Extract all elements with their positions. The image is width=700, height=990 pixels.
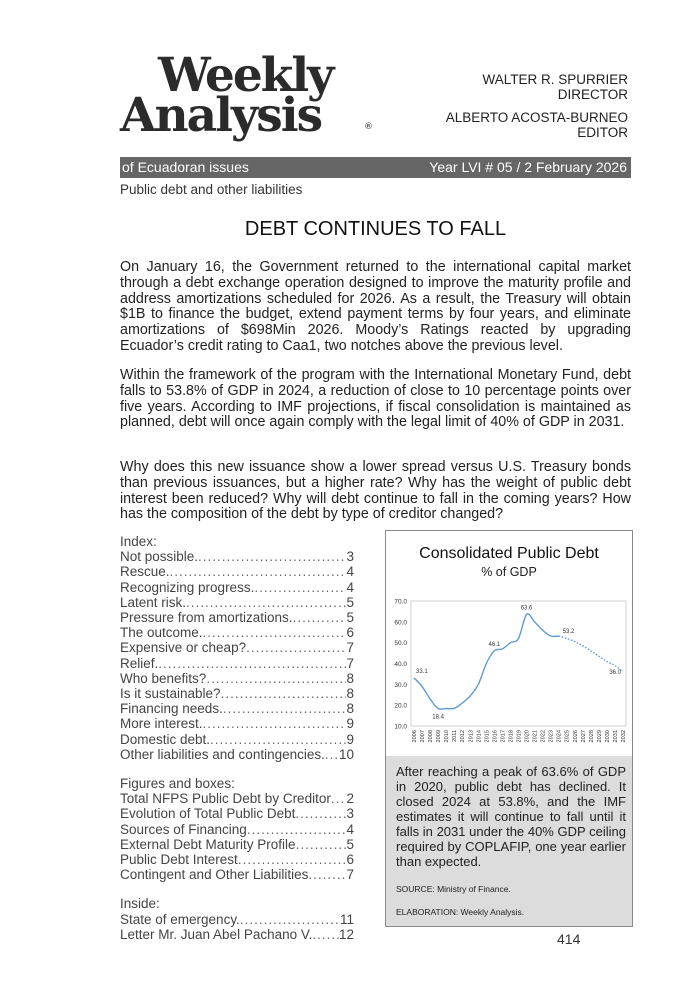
index-entry-label: Contingent and Other Liabilities xyxy=(120,867,309,883)
article-title: DEBT CONTINUES TO FALL xyxy=(244,218,507,240)
chart-box xyxy=(385,530,633,927)
index-entry-label: Public Debt Interest xyxy=(120,852,238,868)
index-entry[interactable] xyxy=(120,625,354,640)
index-entry-label: Domestic debt. xyxy=(120,731,211,747)
figures-heading: Figures and boxes: xyxy=(120,776,235,792)
page-number: 414 xyxy=(557,931,581,947)
y-tick-label: 30.0 xyxy=(394,681,407,689)
y-tick-label: 60.0 xyxy=(394,619,407,627)
director-role: DIRECTOR xyxy=(557,87,628,102)
body-paragraph: Within the framework of the program with the International Monetary Fund, debt falls to 53.8% of GDP in 2024, a reduction of close to 10 percentage points over five years. According to IMF projections, if fiscal consolidation is maintained as planned, debt will once again comply with the legal limit of 40% of GDP in 2031. xyxy=(120,367,631,431)
y-tick-label: 20.0 xyxy=(394,702,407,710)
logo-word-analysis: Analysis xyxy=(120,88,322,143)
dot-leader xyxy=(325,747,339,762)
registered-mark: ® xyxy=(364,122,373,132)
x-tick-label: 2019 xyxy=(516,730,523,743)
x-tick-label: 2029 xyxy=(596,730,603,743)
index-entry-page: 3 xyxy=(346,549,354,565)
weekly-analysis-logo xyxy=(120,48,380,148)
logo-word-weekly: Weekly xyxy=(158,48,333,103)
dot-leader xyxy=(203,716,347,731)
index-entry-label: Recognizing progress. xyxy=(120,579,255,595)
index-entry-label: External Debt Maturity Profile xyxy=(120,836,296,852)
index-entry-page: 8 xyxy=(346,701,354,717)
projection-series-line xyxy=(559,636,623,672)
figure-entry[interactable] xyxy=(120,822,354,837)
director-name: WALTER R. SPURRIER xyxy=(482,72,628,87)
figure-entry[interactable] xyxy=(120,837,354,852)
index-entry-page: 9 xyxy=(346,716,354,732)
index-entry-page: 9 xyxy=(346,731,354,747)
index-entry[interactable] xyxy=(120,732,354,747)
x-tick-label: 2006 xyxy=(412,730,418,743)
data-label: 18.4 xyxy=(432,714,444,721)
index-entry-page: 3 xyxy=(346,806,354,822)
data-label: 63.6 xyxy=(520,605,533,612)
index-entry-label: Other liabilities and contingencies. xyxy=(120,746,325,762)
index-entry-page: 12 xyxy=(338,926,354,942)
index-entry-label: Not possible. xyxy=(120,549,199,565)
plot-area-frame xyxy=(411,601,626,726)
publication-subtitle: of Ecuadoran issues xyxy=(122,159,249,175)
index-entry-page: 7 xyxy=(346,867,354,883)
x-tick-label: 2012 xyxy=(460,730,467,743)
index-entry[interactable] xyxy=(120,549,354,564)
index-entry-page: 7 xyxy=(346,640,354,656)
index-entry-label: Sources of Financing xyxy=(120,821,247,837)
x-tick-label: 2009 xyxy=(436,730,443,743)
x-tick-label: 2021 xyxy=(532,730,539,743)
inside-entry[interactable] xyxy=(120,927,354,942)
issue-band xyxy=(120,157,631,178)
x-tick-label: 2031 xyxy=(612,730,619,743)
index-entry[interactable] xyxy=(120,686,354,701)
dot-leader xyxy=(210,732,346,747)
data-label: 36.0 xyxy=(609,669,621,676)
dot-leader xyxy=(246,640,346,655)
y-tick-label: 10.0 xyxy=(394,723,407,731)
index-entry-page: 5 xyxy=(346,610,354,626)
index-entry-page: 4 xyxy=(346,564,354,580)
editor-name: ALBERTO ACOSTA-BURNEO xyxy=(445,110,628,125)
index-entry-label: The outcome. xyxy=(120,625,203,641)
index-entry-label: Relief. xyxy=(120,655,159,671)
index-entry-label: Pressure from amortizations. xyxy=(120,610,293,626)
inside-heading: Inside: xyxy=(120,896,160,912)
index-entry-label: Rescue. xyxy=(120,564,170,580)
dot-leader xyxy=(203,625,347,640)
dot-leader xyxy=(198,549,346,564)
dot-leader xyxy=(170,564,347,579)
index-entry[interactable] xyxy=(120,595,354,610)
x-tick-label: 2026 xyxy=(572,730,579,743)
chart-title: Consolidated Public Debt xyxy=(419,545,599,562)
index-entry[interactable] xyxy=(120,580,354,595)
index-entry[interactable] xyxy=(120,610,354,625)
y-tick-label: 40.0 xyxy=(394,661,407,668)
index-entry-page: 8 xyxy=(346,670,354,686)
figure-entry[interactable] xyxy=(120,852,354,867)
masthead-staff xyxy=(446,72,628,140)
index-entry-page: 8 xyxy=(346,686,354,702)
x-tick-label: 2028 xyxy=(588,730,595,743)
index-entry[interactable] xyxy=(120,747,354,762)
dot-leader xyxy=(206,671,346,686)
data-label: 33.1 xyxy=(416,668,428,675)
index-entry-page: 2 xyxy=(346,791,354,807)
index-entry-label: State of emergency. xyxy=(120,911,240,927)
x-tick-label: 2016 xyxy=(492,730,499,743)
figure-entry[interactable] xyxy=(120,867,354,882)
x-tick-label: 2022 xyxy=(540,730,547,743)
public-debt-line-chart xyxy=(386,591,632,756)
inside-entry[interactable] xyxy=(120,912,354,927)
dot-leader xyxy=(308,867,346,882)
chart-note-panel xyxy=(386,756,632,926)
x-tick-label: 2010 xyxy=(444,730,451,743)
x-tick-label: 2014 xyxy=(476,730,483,743)
dot-leader xyxy=(312,927,339,942)
dot-leader xyxy=(295,806,346,821)
dot-leader xyxy=(254,580,346,595)
index-entry[interactable] xyxy=(120,671,354,686)
body-paragraph: On January 16, the Government returned to the international capital market through a debt exchange operation designed to improve the maturity profile and address amortizations scheduled for 2026. As a result, the Treasury will obtain $1B to finance the budget, extend payment terms by four years, and eliminate amortizations of $698Min 2026. Moody’s Ratings reacted by upgrading Ecuador’s credit rating to Caa1, two notches above the previous level. xyxy=(120,259,631,354)
y-tick-label: 50.0 xyxy=(394,640,407,648)
index-entry-label: Is it sustainable? xyxy=(120,686,221,702)
index-entry-page: 5 xyxy=(346,594,354,610)
x-tick-label: 2027 xyxy=(580,730,587,743)
chart-note-text: After reaching a peak of 63.6% of GDP in 2020, public debt has declined. It closed 2024 at 53.8%, and the IMF estimates it will continue to fall until it falls in 2031 under the 40% GDP ceiling required by COPLAFIP, one year earlier than expected. xyxy=(396,764,626,869)
index-entry-page: 4 xyxy=(346,579,354,595)
x-tick-label: 2020 xyxy=(524,730,531,743)
editor-role: EDITOR xyxy=(577,125,628,140)
dot-leader xyxy=(296,837,347,852)
body-paragraph: Why does this new issuance show a lower spread versus U.S. Treasury bonds than previous issuances, but a higher rate? Why has the weight of public debt interest been reduced? Why will debt continue to fall in the coming years? How has the composition of the debt by type of creditor changed? xyxy=(120,459,631,523)
x-tick-label: 2013 xyxy=(468,730,475,743)
index-entry-label: Letter Mr. Juan Abel Pachano V. xyxy=(120,926,313,942)
figure-entry[interactable] xyxy=(120,806,354,821)
dot-leader xyxy=(221,686,347,701)
dot-leader xyxy=(293,610,347,625)
index-entry-page: 5 xyxy=(346,836,354,852)
dot-leader xyxy=(158,656,346,671)
dot-leader xyxy=(238,852,347,867)
dot-leader xyxy=(223,701,347,716)
table-of-contents xyxy=(120,534,354,942)
y-tick-label: 70.0 xyxy=(394,598,407,606)
chart-subtitle: % of GDP xyxy=(481,565,537,579)
index-entry-label: Latent risk. xyxy=(120,594,187,610)
x-tick-label: 2032 xyxy=(621,730,627,743)
index-entry-page: 11 xyxy=(339,911,354,927)
x-tick-label: 2007 xyxy=(420,730,427,743)
figure-entry[interactable] xyxy=(120,791,354,806)
index-entry[interactable] xyxy=(120,701,354,716)
index-entry[interactable] xyxy=(120,656,354,671)
index-entry-page: 4 xyxy=(346,821,354,837)
x-tick-label: 2015 xyxy=(484,730,491,743)
x-tick-label: 2030 xyxy=(604,730,611,743)
index-entry[interactable] xyxy=(120,716,354,731)
dot-leader xyxy=(247,822,347,837)
index-entry-label: Expensive or cheap? xyxy=(120,640,247,656)
x-tick-label: 2024 xyxy=(556,730,563,743)
index-entry[interactable] xyxy=(120,640,354,655)
data-label: 53.2 xyxy=(562,629,575,635)
index-entry-page: 6 xyxy=(346,852,354,868)
dot-leader xyxy=(331,791,347,806)
index-heading: Index: xyxy=(120,534,157,549)
index-entry-page: 7 xyxy=(346,655,354,671)
chart-source: SOURCE: Ministry of Finance. xyxy=(396,884,511,894)
index-entry-label: Who benefits? xyxy=(120,670,207,686)
dot-leader xyxy=(186,595,346,610)
issue-info: Year LVI # 05 / 2 February 2026 xyxy=(429,159,627,175)
index-entry-label: Evolution of Total Public Debt xyxy=(120,806,296,822)
chart-elaboration: ELABORATION: Weekly Analysis. xyxy=(396,907,525,917)
x-tick-label: 2017 xyxy=(500,730,507,743)
data-label: 46.1 xyxy=(488,641,501,648)
index-entry-label: Total NFPS Public Debt by Creditor xyxy=(120,791,331,807)
x-tick-label: 2025 xyxy=(564,730,571,743)
section-label: Public debt and other liabilities xyxy=(120,182,303,197)
historical-series-line xyxy=(414,614,559,709)
index-entry[interactable] xyxy=(120,564,354,579)
x-tick-label: 2008 xyxy=(428,730,435,743)
index-entry-label: Financing needs. xyxy=(120,701,223,717)
index-entry-page: 10 xyxy=(338,746,354,762)
x-tick-label: 2011 xyxy=(452,730,459,743)
x-tick-label: 2018 xyxy=(508,730,515,743)
index-entry-label: More interest. xyxy=(120,716,203,732)
dot-leader xyxy=(240,912,340,927)
x-tick-label: 2023 xyxy=(548,730,555,743)
index-entry-page: 6 xyxy=(346,625,354,641)
